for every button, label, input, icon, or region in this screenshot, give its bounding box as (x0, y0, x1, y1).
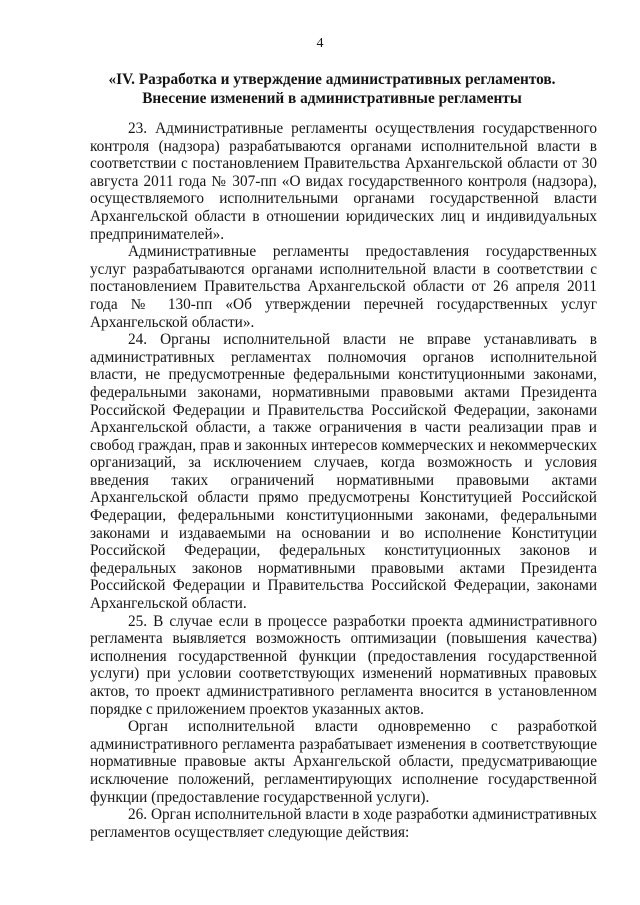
paragraph-24: 24. Органы исполнительной власти не вправе устанавливать в административных регламентах полномочия органов исполнительной власти, не предусмотренные федеральными конституционными законами, федеральными законами, нормативными правовыми актами Президента Российской Федерации и Правительства Российской Федерации, законами Архангельской области, а также ограничения в части реализации прав и свобод граждан, прав и законных интересов коммерческих и некоммерческих организаций, за исключением случаев, когда возможность и условия введения таких ограничений нормативными правовыми актами Архангельской области прямо предусмотрены Конституцией Российской Федерации, федеральными конституционными законами, федеральными законами и издаваемыми на основании и во исполнение Конституции Российской Федерации, федеральных конституционных законов и федеральных законов нормативными правовыми актами Президента Российской Федерации и Правительства Российской Федерации, законами Архангельской области. (90, 331, 597, 613)
section-heading-line-1: «IV. Разработка и утверждение административных регламентов. (108, 71, 556, 88)
section-heading (90, 70, 574, 108)
document-body (90, 120, 597, 841)
paragraph-body-changes: Орган исполнительной власти одновременно с разработкой административного регламента разрабатывает изменения в соответствующие нормативные правовые акты Архангельской области, предусматривающие исключение положений, регламентирующих исполнение государственной функции (предоставление государственной услуги). (90, 718, 597, 806)
paragraph-23: 23. Административные регламенты осуществления государственного контроля (надзора) разрабатываются органами исполнительной власти в соответствии с постановлением Правительства Архангельской области от 30 августа 2011 года № 307-пп «О видах государственного контроля (надзора), осуществляемого исполнительными органами государственной власти Архангельской области в отношении юридических лиц и индивидуальных предпринимателей». (90, 120, 597, 243)
paragraph-25: 25. В случае если в процессе разработки проекта административного регламента выявляется возможность оптимизации (повышения качества) исполнения государственной функции (предоставления государственной услуги) при условии соответствующих изменений нормативных правовых актов, то проект административного регламента вносится в установленном порядке с приложением проектов указанных актов. (90, 612, 597, 718)
page-number: 4 (316, 36, 324, 51)
paragraph-services: Административные регламенты предоставления государственных услуг разрабатываются органами исполнительной власти в соответствии с постановлением Правительства Архангельской области от 26 апреля 2011 года № 130-пп «Об утверждении перечней государственных услуг Архангельской области». (90, 243, 597, 331)
paragraph-26: 26. Орган исполнительной власти в ходе разработки административных регламентов осуществляет следующие действия: (90, 806, 597, 841)
section-heading-line-2: Внесение изменений в административные регламенты (142, 90, 522, 107)
